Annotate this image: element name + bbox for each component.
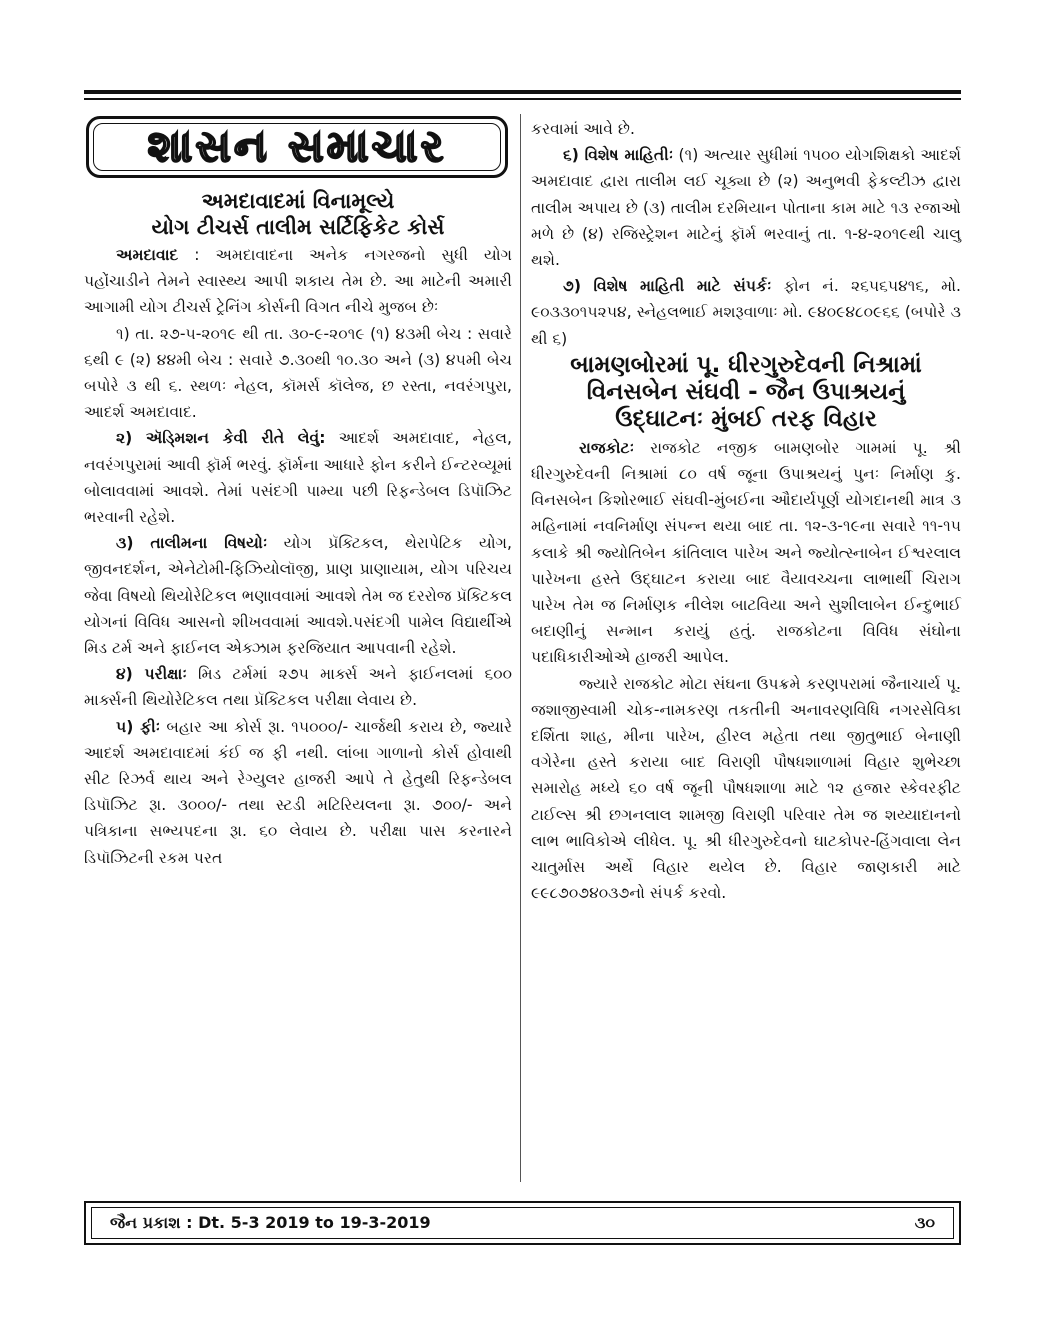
left-column — [84, 188, 512, 871]
article-1-para-1: અમદાવાદ : અમદાવાદના અનેક નગરજનો સુધી યોગ પહોંચાડીને તેમને સ્વાસ્થ્ય આપી શકાય તેમ છે. આ માટેની અમારી આગામી યોગ ટીચર્સ ટ્રેનિંગ કોર્સની વિગત નીચે મુજબ છેઃ — [84, 246, 512, 317]
article-1-para-5: ૪) પરીક્ષાઃ મિડ ટર્મમાં ૨૭૫ માર્ક્સ અને ફાઈનલમાં ૬૦૦ માર્ક્સની થિયોરેટિકલ તથા પ્રૅક્ટિકલ પરીક્ષા લેવાય છે. — [84, 665, 512, 710]
article-1-para-4: ૩) તાલીમના વિષયોઃ યોગ પ્રૅક્ટિકલ, થેરાપેટિક યોગ, જીવનદર્શન, એનેટોમી-ફિઝિયોલૉજી, પ્રાણ પ્રાણાયામ, યોગ પરિચય જેવા વિષયો થિયોરેટિકલ ભણાવવામાં આવશે તેમ જ દરરોજ પ્રૅક્ટિકલ યોગનાં વિવિધ આસનો શીખવવામાં આવશે.પસંદગી પામેલ વિદ્યાર્થીએ મિડ ટર્મ અને ફાઈનલ એક્ઝામ ફરજિયાત આપવાની રહેશે. — [84, 534, 512, 658]
article-2-para-1: રાજકોટઃ રાજકોટ નજીક બામણબોર ગામમાં પૂ. શ્રી ધીરગુરુદેવની નિશ્રામાં ૮૦ વર્ષ જૂના ઉપાશ્રયનું પુનઃ નિર્માણ કુ. વિનસબેન કિશોરભાઈ સંઘવી-મુંબઈના ઔદાર્યપૂર્ણ યોગદાનથી માત્ર ૩ મહિનામાં નવનિર્માણ સંપન્ન થયા બાદ તા. ૧૨-૩-૧૯ના સવારે ૧૧-૧૫ કલાકે શ્રી જ્યોતિબેન કાંતિલાલ પારેખ અને જ્યોત્સ્નાબેન ઈશ્વરલાલ પારેખના હસ્તે ઉદ્ઘાટન કરાયા બાદ વૈયાવચ્ચના લાભાર્થી ચિરાગ પારેખ તેમ જ નિર્માણક નીલેશ બાટવિયા અને સુશીલાબેન ઈન્દુભાઈ બદાણીનું સન્માન કરાયું હતું. રાજકોટના વિવિધ સંઘોના પદાધિકારીઓએ હાજરી આપેલ. — [531, 438, 961, 667]
article-1-para-7: ૬) વિશેષ માહિતીઃ (૧) અત્યાર સુધીમાં ૧૫૦૦ યોગશિક્ષકો આદર્શ અમદાવાદ દ્વારા તાલીમ લઈ ચૂક્યા છે (૨) અનુભવી ફેકલ્ટીઝ દ્વારા તાલીમ અપાય છે (૩) તાલીમ દરમિયાન પોતાના કામ માટે ૧૩ રજાઓ મળે છે (૪) રજિસ્ટ્રેશન માટેનું ફૉર્મ ભરવાનું તા. ૧-૪-૨૦૧૯થી ચાલુ થશે. — [531, 146, 961, 270]
article-2-para-2: જ્યારે રાજકોટ મોટા સંઘના ઉપક્રમે કરણપરામાં જૈનાચાર્ય પૂ. જશાજીસ્વામી ચોક-નામકરણ તકતીની અનાવરણવિધિ નગરસેવિકા દર્શિતા શાહ, મીના પારેખ, હીરલ મહેતા તથા જીતુભાઈ બેનાણી વગેરેના હસ્તે કરાયા બાદ વિરાણી પૌષધશાળામાં વિહાર શુભેચ્છા સમારોહ મધ્યે ૬૦ વર્ષ જૂની પૌષધશાળા માટે ૧૨ હજાર સ્કેવરફીટ ટાઈલ્સ શ્રી છગનલાલ શામજી વિરાણી પરિવાર તેમ જ શય્યાદાનનો લાભ ભાવિકોએ લીધેલ. પૂ. શ્રી ધીરગુરુદેવનો ઘાટકોપર-હિંગવાલા લેન ચાતુર્માસ અર્થે વિહાર થયેલ છે. વિહાર જાણકારી માટે ૯૯૮૭૦૭૪૦૩૭નો સંપર્ક કરવો. — [531, 674, 961, 903]
top-rule-thin — [84, 98, 961, 100]
dateline: અમદાવાદ — [116, 246, 179, 264]
dateline: રાજકોટઃ — [579, 438, 635, 457]
article-1-para-6: ૫) ફીઃ બહાર આ કોર્સ રૂા. ૧૫૦૦૦/- ચાર્જથી કરાય છે, જ્યારે આદર્શ અમદાવાદમાં કંઈ જ ફી નથી. લાંબા ગાળાનો કોર્સ હોવાથી સીટ રિઝર્વ થાય અને રેગ્યુલર હાજરી આપે તે હેતુથી રિફન્ડેબલ ડિપૉઝિટ રૂા. ૩૦૦૦/- તથા સ્ટડી મટિરિયલના રૂા. ૭૦૦/- અને પત્રિકાના સભ્યપદના રૂા. ૬૦ લેવાય છે. પરીક્ષા પાસ કરનારને ડિપૉઝિટની રકમ પરત — [84, 717, 513, 867]
footer-inner-border — [91, 1207, 954, 1239]
article-1-continued: કરવામાં આવે છે. — [531, 120, 635, 138]
article-1-para-2: ૧) તા. ૨૭-૫-૨૦૧૯ થી તા. ૩૦-૯-૨૦૧૯ (૧) ૪૩મી બેચ : સવારે ૬થી ૯ (૨) ૪૪મી બેચ : સવારે ૭.૩૦થી ૧૦.૩૦ અને (૩) ૪૫મી બેચ બપોરે ૩ થી ૬. સ્થળઃ નેહલ, કૉમર્સ કૉલેજ, છ રસ્તા, નવરંગપુરા, આદર્શ અમદાવાદ. — [84, 324, 512, 422]
article-2-headline-3: ઉદ્ઘાટનઃ મુંબઈ તરફ વિહાર — [615, 405, 877, 432]
top-rule-thick — [84, 90, 961, 94]
article-1-para-8: ૭) વિશેષ માહિતી માટે સંપર્કઃ ફોન નં. ૨૬૫૬૫૪૧૬, મો. ૯૦૩૩૦૧૫૨૫૪, સ્નેહલભાઈ મશરૂવાળાઃ મો. ૯૪૦૯૪૮૦૯૬૬ (બપોરે ૩ થી ૬) — [531, 277, 961, 348]
article-2-headline-2: વિનસબેન સંઘવી - જૈન ઉપાશ્રયનું — [586, 378, 906, 405]
article-1-headline-1: અમદાવાદમાં વિનામૂલ્યે — [201, 189, 395, 213]
masthead — [86, 116, 508, 178]
masthead-title: શાસન સમાચાર — [147, 121, 447, 172]
masthead-inner-border — [93, 123, 501, 171]
article-1-headline-2: યોગ ટીચર્સ તાલીમ સર્ટિફિકેટ કોર્સ — [151, 215, 445, 239]
column-divider — [520, 114, 521, 1182]
article-2-headline-1: બામણબોરમાં પૂ. ધીરગુરુદેવની નિશ્રામાં — [570, 351, 922, 378]
footer — [84, 1201, 961, 1245]
footer-publication: જૈન પ્રકાશ : Dt. 5-3 2019 to 19-3-2019 — [110, 1213, 431, 1232]
article-1-para-3: ૨) ઍડ્મિશન કેવી રીતે લેવું: આદર્શ અમદાવાદ, નેહલ, નવરંગપુરામાં આવી ફૉર્મ ભરવું. ફૉર્મના આધારે ફોન કરીને ઈન્ટરવ્યૂમાં બોલાવવામાં આવશે. તેમાં પસંદગી પામ્યા પછી રિફન્ડેબલ ડિપૉઝિટ ભરવાની રહેશે. — [84, 429, 512, 527]
page-number: ૩૦ — [914, 1213, 935, 1232]
right-column — [531, 116, 961, 906]
